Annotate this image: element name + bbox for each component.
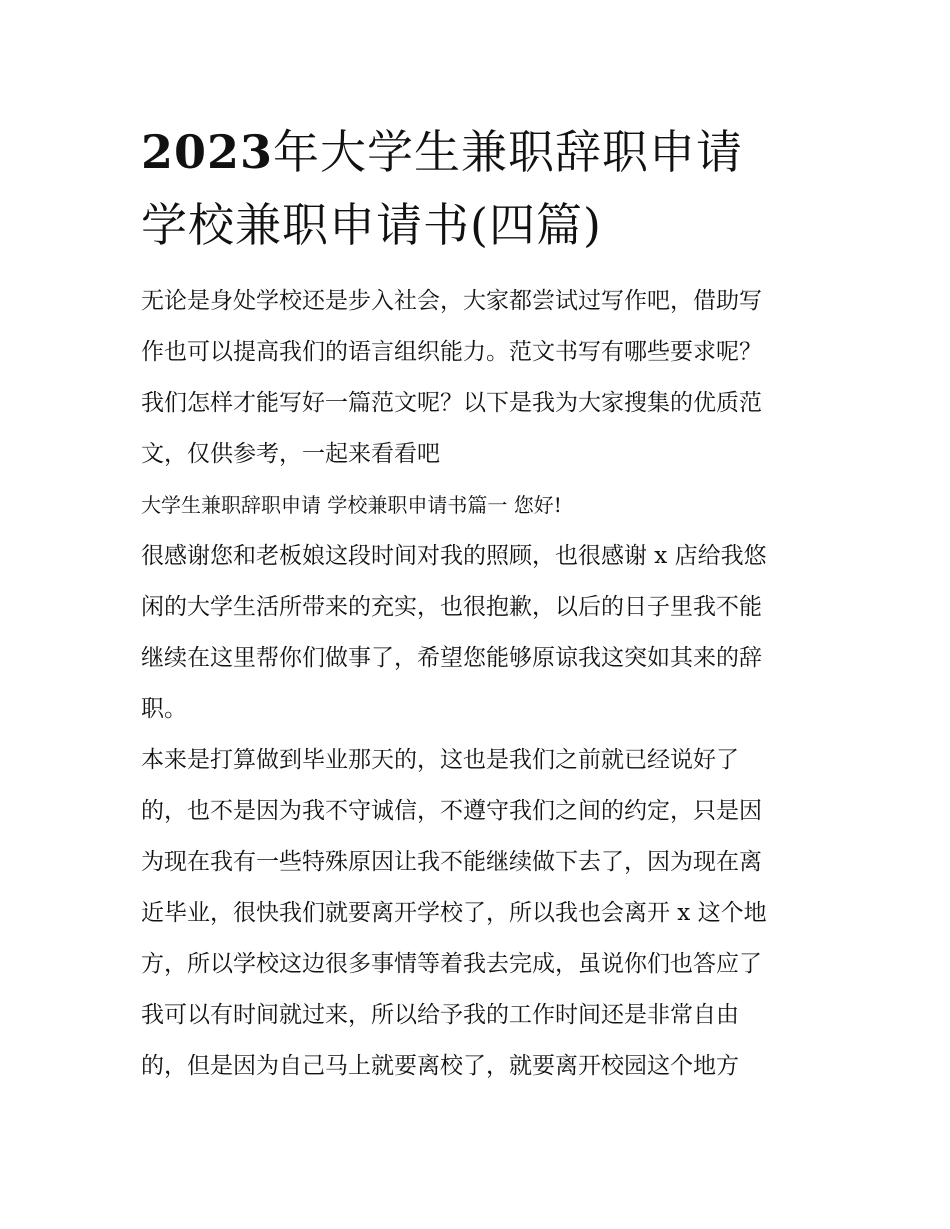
intro-line: 我们怎样才能写好一篇范文呢？以下是我为大家搜集的优质范 — [141, 390, 762, 416]
intro-paragraph — [141, 276, 813, 480]
intro-line: 作也可以提高我们的语言组织能力。范文书写有哪些要求呢？ — [141, 339, 762, 365]
body-line: 的，但是因为自己马上就要离校了，就要离开校园这个地方 — [141, 1053, 739, 1079]
intro-line: 无论是身处学校还是步入社会，大家都尝试过写作吧，借助写 — [141, 288, 762, 314]
body-line: 职。 — [141, 696, 187, 722]
body-line: 我可以有时间就过来，所以给予我的工作时间还是非常自由 — [141, 1002, 739, 1028]
title-line-1 — [141, 116, 813, 189]
body-line: 闲的大学生活所带来的充实，也很抱歉，以后的日子里我不能 — [141, 594, 762, 620]
title-line-1-text: 年大学生兼职辞职申请 — [273, 125, 744, 179]
body-line: 本来是打算做到毕业那天的，这也是我们之前就已经说好了 — [141, 747, 739, 773]
body-line: 方，所以学校这边很多事情等着我去完成，虽说你们也答应了 — [141, 951, 762, 977]
section-heading-line: 大学生兼职辞职申请 学校兼职申请书篇一 您好! — [141, 493, 562, 517]
body-paragraph-2 — [141, 735, 813, 1092]
intro-line: 文，仅供参考，一起来看看吧 — [141, 441, 440, 467]
document-content — [141, 116, 813, 1092]
body-line: 很感谢您和老板娘这段时间对我的照顾，也很感谢 x 店给我悠 — [141, 543, 767, 569]
body-paragraph-1 — [141, 531, 813, 735]
title-year: 2023 — [141, 125, 274, 179]
document-title — [141, 116, 813, 262]
body-line: 近毕业，很快我们就要离开学校了，所以我也会离开 x 这个地 — [141, 900, 767, 926]
body-line: 为现在我有一些特殊原因让我不能继续做下去了，因为现在离 — [141, 849, 762, 875]
body-line: 继续在这里帮你们做事了，希望您能够原谅我这突如其来的辞 — [141, 645, 762, 671]
title-line-2: 学校兼职申请书(四篇) — [141, 198, 602, 252]
body-line: 的，也不是因为我不守诚信，不遵守我们之间的约定，只是因 — [141, 798, 762, 824]
section-heading — [141, 480, 813, 531]
